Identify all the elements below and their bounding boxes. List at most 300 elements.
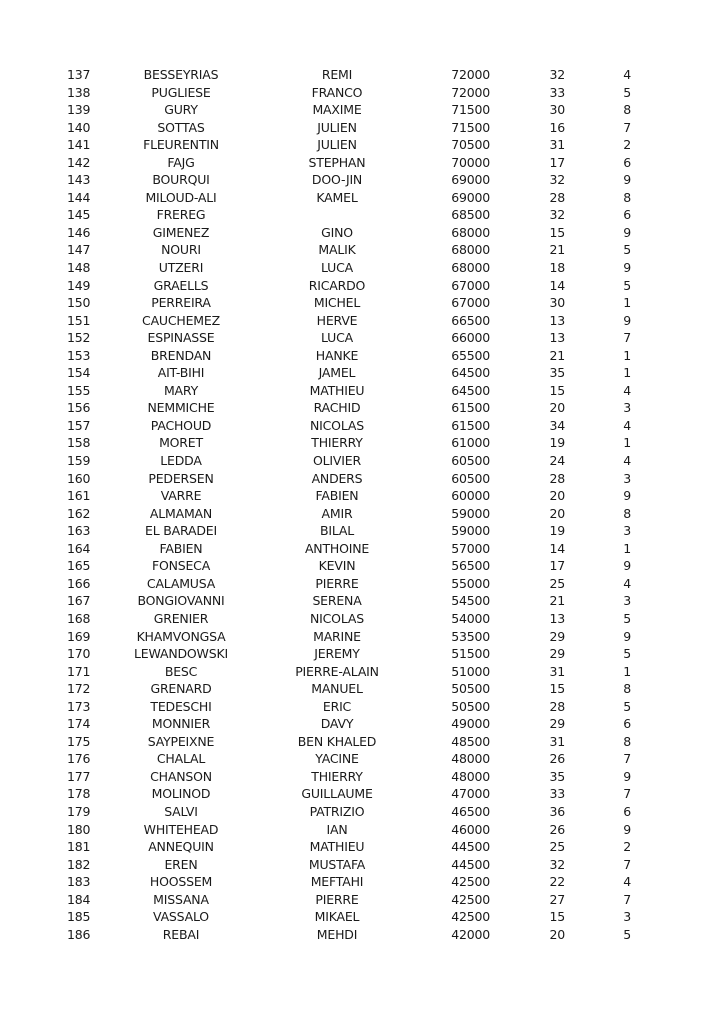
first-name-cell: JULIEN bbox=[317, 137, 357, 153]
table-row bbox=[0, 259, 725, 277]
last-name-cell: FLEURENTIN bbox=[143, 137, 219, 153]
last-name-cell: VASSALO bbox=[153, 909, 209, 925]
amount-cell: 65500 bbox=[451, 347, 490, 363]
rank-cell: 178 bbox=[67, 786, 91, 802]
first-name-cell: IAN bbox=[326, 821, 348, 837]
last-name-cell: AIT-BIHI bbox=[157, 365, 205, 381]
rank-cell: 160 bbox=[67, 470, 91, 486]
ranking-table bbox=[0, 66, 725, 943]
rank-cell: 172 bbox=[67, 681, 91, 697]
last-name-cell: KHAMVONGSA bbox=[136, 628, 226, 644]
first-name-cell: AMIR bbox=[321, 505, 353, 521]
age-cell: 26 bbox=[549, 751, 565, 767]
age-cell: 32 bbox=[549, 172, 565, 188]
age-cell: 35 bbox=[549, 768, 565, 784]
age-cell: 20 bbox=[549, 505, 565, 521]
rank-cell: 156 bbox=[67, 400, 91, 416]
amount-cell: 71500 bbox=[451, 102, 490, 118]
rank-cell: 184 bbox=[67, 891, 91, 907]
last-name-cell: ALMAMAN bbox=[149, 505, 213, 521]
table-row bbox=[0, 575, 725, 593]
amount-cell: 70500 bbox=[451, 137, 490, 153]
table-row bbox=[0, 119, 725, 137]
first-name-cell: FABIEN bbox=[315, 488, 359, 504]
age-cell: 13 bbox=[549, 610, 565, 626]
last-name-cell: MOLINOD bbox=[151, 786, 211, 802]
age-cell: 33 bbox=[549, 84, 565, 100]
digit-cell: 2 bbox=[623, 839, 631, 855]
digit-cell: 1 bbox=[623, 540, 631, 556]
amount-cell: 49000 bbox=[451, 716, 490, 732]
digit-cell: 9 bbox=[623, 488, 631, 504]
first-name-cell: MUSTAFA bbox=[308, 856, 366, 872]
age-cell: 15 bbox=[549, 909, 565, 925]
last-name-cell: TEDESCHI bbox=[150, 698, 212, 714]
amount-cell: 54500 bbox=[451, 593, 490, 609]
amount-cell: 60500 bbox=[451, 453, 490, 469]
last-name-cell: SALVI bbox=[164, 803, 198, 819]
digit-cell: 4 bbox=[623, 67, 631, 82]
first-name-cell: ANDERS bbox=[311, 470, 363, 486]
rank-cell: 147 bbox=[67, 242, 91, 258]
age-cell: 36 bbox=[549, 803, 565, 819]
rank-cell: 139 bbox=[67, 102, 91, 118]
table-row bbox=[0, 768, 725, 786]
amount-cell: 54000 bbox=[451, 610, 490, 626]
first-name-cell: NICOLAS bbox=[310, 610, 364, 626]
table-row bbox=[0, 101, 725, 119]
digit-cell: 7 bbox=[623, 330, 631, 346]
age-cell: 20 bbox=[549, 400, 565, 416]
digit-cell: 9 bbox=[623, 312, 631, 328]
digit-cell: 7 bbox=[623, 786, 631, 802]
table-row bbox=[0, 277, 725, 295]
last-name-cell: MORET bbox=[159, 435, 203, 451]
last-name-cell: CHANSON bbox=[150, 768, 212, 784]
age-cell: 17 bbox=[549, 154, 565, 170]
table-row bbox=[0, 610, 725, 628]
table-row bbox=[0, 241, 725, 259]
table-row bbox=[0, 189, 725, 207]
last-name-cell: HOOSSEM bbox=[149, 874, 213, 890]
first-name-cell: REMI bbox=[321, 67, 353, 82]
rank-cell: 144 bbox=[67, 189, 91, 205]
amount-cell: 66500 bbox=[451, 312, 490, 328]
table-row bbox=[0, 347, 725, 365]
digit-cell: 8 bbox=[623, 505, 631, 521]
rank-cell: 181 bbox=[67, 839, 91, 855]
digit-cell: 3 bbox=[623, 593, 631, 609]
amount-cell: 67000 bbox=[451, 295, 490, 311]
last-name-cell: CAUCHEMEZ bbox=[142, 312, 220, 328]
last-name-cell: CHALAL bbox=[156, 751, 206, 767]
amount-cell: 48000 bbox=[451, 751, 490, 767]
amount-cell: 53500 bbox=[451, 628, 490, 644]
age-cell: 19 bbox=[549, 523, 565, 539]
amount-cell: 71500 bbox=[451, 119, 490, 135]
table-row bbox=[0, 399, 725, 417]
table-row bbox=[0, 733, 725, 751]
table-row bbox=[0, 803, 725, 821]
last-name-cell: BOURQUI bbox=[152, 172, 210, 188]
rank-cell: 152 bbox=[67, 330, 91, 346]
rank-cell: 175 bbox=[67, 733, 91, 749]
amount-cell: 67000 bbox=[451, 277, 490, 293]
age-cell: 22 bbox=[549, 874, 565, 890]
last-name-cell: MISSANA bbox=[153, 891, 209, 907]
first-name-cell: THIERRY bbox=[311, 768, 363, 784]
age-cell: 15 bbox=[549, 224, 565, 240]
digit-cell: 7 bbox=[623, 119, 631, 135]
amount-cell: 57000 bbox=[451, 540, 490, 556]
rank-cell: 140 bbox=[67, 119, 91, 135]
first-name-cell: DOO-JIN bbox=[311, 172, 363, 188]
last-name-cell: SOTTAS bbox=[157, 119, 205, 135]
digit-cell: 5 bbox=[623, 926, 631, 942]
last-name-cell: GRAELLS bbox=[153, 277, 209, 293]
last-name-cell: VARRE bbox=[160, 488, 202, 504]
age-cell: 13 bbox=[549, 312, 565, 328]
last-name-cell: PACHOUD bbox=[150, 417, 212, 433]
rank-cell: 158 bbox=[67, 435, 91, 451]
rank-cell: 154 bbox=[67, 365, 91, 381]
digit-cell: 5 bbox=[623, 610, 631, 626]
digit-cell: 6 bbox=[623, 154, 631, 170]
amount-cell: 72000 bbox=[451, 67, 490, 82]
rank-cell: 173 bbox=[67, 698, 91, 714]
age-cell: 16 bbox=[549, 119, 565, 135]
digit-cell: 4 bbox=[623, 575, 631, 591]
table-row bbox=[0, 417, 725, 435]
first-name-cell: STEPHAN bbox=[308, 154, 366, 170]
first-name-cell: MEFTAHI bbox=[310, 874, 364, 890]
first-name-cell: NICOLAS bbox=[310, 417, 364, 433]
age-cell: 30 bbox=[549, 295, 565, 311]
age-cell: 17 bbox=[549, 558, 565, 574]
digit-cell: 5 bbox=[623, 698, 631, 714]
age-cell: 21 bbox=[549, 593, 565, 609]
amount-cell: 60000 bbox=[451, 488, 490, 504]
amount-cell: 46000 bbox=[451, 821, 490, 837]
rank-cell: 167 bbox=[67, 593, 91, 609]
first-name-cell: LUCA bbox=[321, 330, 353, 346]
table-row bbox=[0, 382, 725, 400]
rank-cell: 180 bbox=[67, 821, 91, 837]
age-cell: 28 bbox=[549, 470, 565, 486]
first-name-cell: MATHIEU bbox=[309, 839, 365, 855]
digit-cell: 7 bbox=[623, 751, 631, 767]
amount-cell: 59000 bbox=[451, 523, 490, 539]
last-name-cell: UTZERI bbox=[158, 260, 204, 276]
last-name-cell: MILOUD-ALI bbox=[145, 189, 217, 205]
digit-cell: 4 bbox=[623, 874, 631, 890]
table-row bbox=[0, 434, 725, 452]
digit-cell: 6 bbox=[623, 716, 631, 732]
rank-cell: 171 bbox=[67, 663, 91, 679]
table-row bbox=[0, 206, 725, 224]
table-row bbox=[0, 171, 725, 189]
table-row bbox=[0, 84, 725, 102]
age-cell: 31 bbox=[549, 663, 565, 679]
age-cell: 25 bbox=[549, 839, 565, 855]
digit-cell: 1 bbox=[623, 347, 631, 363]
table-row bbox=[0, 645, 725, 663]
table-row bbox=[0, 224, 725, 242]
amount-cell: 61500 bbox=[451, 400, 490, 416]
amount-cell: 51000 bbox=[451, 663, 490, 679]
table-row bbox=[0, 785, 725, 803]
first-name-cell: OLIVIER bbox=[313, 453, 361, 469]
first-name-cell: MATHIEU bbox=[309, 382, 365, 398]
first-name-cell: DAVY bbox=[320, 716, 354, 732]
amount-cell: 59000 bbox=[451, 505, 490, 521]
table-row bbox=[0, 628, 725, 646]
amount-cell: 44500 bbox=[451, 839, 490, 855]
amount-cell: 64500 bbox=[451, 365, 490, 381]
amount-cell: 44500 bbox=[451, 856, 490, 872]
last-name-cell: BRENDAN bbox=[150, 347, 212, 363]
first-name-cell: JAMEL bbox=[318, 365, 356, 381]
rank-cell: 165 bbox=[67, 558, 91, 574]
digit-cell: 4 bbox=[623, 453, 631, 469]
first-name-cell: HANKE bbox=[315, 347, 359, 363]
table-row bbox=[0, 487, 725, 505]
amount-cell: 42500 bbox=[451, 909, 490, 925]
digit-cell: 6 bbox=[623, 207, 631, 223]
rank-cell: 151 bbox=[67, 312, 91, 328]
age-cell: 28 bbox=[549, 698, 565, 714]
age-cell: 21 bbox=[549, 242, 565, 258]
digit-cell: 5 bbox=[623, 242, 631, 258]
table-row bbox=[0, 522, 725, 540]
table-row bbox=[0, 294, 725, 312]
age-cell: 35 bbox=[549, 365, 565, 381]
age-cell: 31 bbox=[549, 137, 565, 153]
first-name-cell: MEHDI bbox=[316, 926, 358, 942]
digit-cell: 4 bbox=[623, 417, 631, 433]
age-cell: 20 bbox=[549, 488, 565, 504]
rank-cell: 176 bbox=[67, 751, 91, 767]
last-name-cell: FONSECA bbox=[151, 558, 211, 574]
digit-cell: 4 bbox=[623, 382, 631, 398]
last-name-cell: PEDERSEN bbox=[148, 470, 214, 486]
digit-cell: 1 bbox=[623, 435, 631, 451]
rank-cell: 153 bbox=[67, 347, 91, 363]
digit-cell: 5 bbox=[623, 277, 631, 293]
amount-cell: 50500 bbox=[451, 681, 490, 697]
age-cell: 28 bbox=[549, 189, 565, 205]
digit-cell: 9 bbox=[623, 172, 631, 188]
last-name-cell: NOURI bbox=[161, 242, 201, 258]
amount-cell: 61500 bbox=[451, 417, 490, 433]
amount-cell: 56500 bbox=[451, 558, 490, 574]
rank-cell: 146 bbox=[67, 224, 91, 240]
last-name-cell: GRENIER bbox=[153, 610, 209, 626]
amount-cell: 42500 bbox=[451, 891, 490, 907]
digit-cell: 9 bbox=[623, 768, 631, 784]
amount-cell: 69000 bbox=[451, 172, 490, 188]
age-cell: 26 bbox=[549, 821, 565, 837]
amount-cell: 55000 bbox=[451, 575, 490, 591]
first-name-cell: MARINE bbox=[313, 628, 361, 644]
rank-cell: 186 bbox=[67, 926, 91, 942]
first-name-cell: MIKAEL bbox=[314, 909, 360, 925]
age-cell: 24 bbox=[549, 453, 565, 469]
age-cell: 29 bbox=[549, 716, 565, 732]
amount-cell: 61000 bbox=[451, 435, 490, 451]
last-name-cell: NEMMICHE bbox=[147, 400, 215, 416]
amount-cell: 46500 bbox=[451, 803, 490, 819]
digit-cell: 9 bbox=[623, 628, 631, 644]
last-name-cell: FABIEN bbox=[159, 540, 203, 556]
first-name-cell: GINO bbox=[321, 224, 353, 240]
last-name-cell: SAYPEIXNE bbox=[147, 733, 215, 749]
last-name-cell: BESC bbox=[164, 663, 198, 679]
age-cell: 15 bbox=[549, 681, 565, 697]
age-cell: 32 bbox=[549, 207, 565, 223]
table-row bbox=[0, 66, 725, 84]
amount-cell: 68000 bbox=[451, 242, 490, 258]
first-name-cell: ERIC bbox=[322, 698, 352, 714]
table-row bbox=[0, 540, 725, 558]
first-name-cell: PIERRE bbox=[315, 575, 359, 591]
rank-cell: 164 bbox=[67, 540, 91, 556]
table-row bbox=[0, 364, 725, 382]
last-name-cell: FAJG bbox=[167, 154, 195, 170]
age-cell: 14 bbox=[549, 277, 565, 293]
first-name-cell: MAXIME bbox=[312, 102, 362, 118]
table-row bbox=[0, 838, 725, 856]
last-name-cell: BONGIOVANNI bbox=[137, 593, 225, 609]
rank-cell: 161 bbox=[67, 488, 91, 504]
digit-cell: 5 bbox=[623, 646, 631, 662]
age-cell: 32 bbox=[549, 67, 565, 82]
table-row bbox=[0, 698, 725, 716]
first-name-cell: MICHEL bbox=[313, 295, 361, 311]
age-cell: 27 bbox=[549, 891, 565, 907]
rank-cell: 148 bbox=[67, 260, 91, 276]
amount-cell: 50500 bbox=[451, 698, 490, 714]
amount-cell: 64500 bbox=[451, 382, 490, 398]
rank-cell: 157 bbox=[67, 417, 91, 433]
digit-cell: 3 bbox=[623, 523, 631, 539]
last-name-cell: CALAMUSA bbox=[146, 575, 216, 591]
last-name-cell: FREREG bbox=[156, 207, 206, 223]
last-name-cell: LEWANDOWSKI bbox=[134, 646, 228, 662]
rank-cell: 143 bbox=[67, 172, 91, 188]
first-name-cell: PATRIZIO bbox=[309, 803, 365, 819]
first-name-cell: MANUEL bbox=[311, 681, 363, 697]
first-name-cell: BILAL bbox=[319, 523, 355, 539]
digit-cell: 3 bbox=[623, 470, 631, 486]
table-row bbox=[0, 592, 725, 610]
age-cell: 14 bbox=[549, 540, 565, 556]
table-row bbox=[0, 873, 725, 891]
rank-cell: 138 bbox=[67, 84, 91, 100]
digit-cell: 5 bbox=[623, 84, 631, 100]
age-cell: 20 bbox=[549, 926, 565, 942]
rank-cell: 145 bbox=[67, 207, 91, 223]
last-name-cell: WHITEHEAD bbox=[143, 821, 219, 837]
last-name-cell: MARY bbox=[163, 382, 199, 398]
amount-cell: 60500 bbox=[451, 470, 490, 486]
rank-cell: 182 bbox=[67, 856, 91, 872]
rank-cell: 155 bbox=[67, 382, 91, 398]
first-name-cell: PIERRE bbox=[315, 891, 359, 907]
amount-cell: 68000 bbox=[451, 224, 490, 240]
age-cell: 25 bbox=[549, 575, 565, 591]
amount-cell: 48000 bbox=[451, 768, 490, 784]
amount-cell: 48500 bbox=[451, 733, 490, 749]
last-name-cell: ESPINASSE bbox=[147, 330, 215, 346]
first-name-cell: HERVE bbox=[316, 312, 358, 328]
table-row bbox=[0, 136, 725, 154]
digit-cell: 3 bbox=[623, 400, 631, 416]
first-name-cell: JEREMY bbox=[314, 646, 360, 662]
amount-cell: 69000 bbox=[451, 189, 490, 205]
rank-cell: 174 bbox=[67, 716, 91, 732]
amount-cell: 47000 bbox=[451, 786, 490, 802]
table-row bbox=[0, 312, 725, 330]
rank-cell: 141 bbox=[67, 137, 91, 153]
digit-cell: 1 bbox=[623, 365, 631, 381]
amount-cell: 51500 bbox=[451, 646, 490, 662]
first-name-cell: LUCA bbox=[321, 260, 353, 276]
digit-cell: 6 bbox=[623, 803, 631, 819]
first-name-cell: SERENA bbox=[312, 593, 362, 609]
digit-cell: 8 bbox=[623, 733, 631, 749]
amount-cell: 68000 bbox=[451, 260, 490, 276]
first-name-cell: THIERRY bbox=[311, 435, 363, 451]
digit-cell: 8 bbox=[623, 681, 631, 697]
age-cell: 21 bbox=[549, 347, 565, 363]
table-row bbox=[0, 750, 725, 768]
rank-cell: 185 bbox=[67, 909, 91, 925]
table-row bbox=[0, 329, 725, 347]
digit-cell: 7 bbox=[623, 891, 631, 907]
first-name-cell: FRANCO bbox=[311, 84, 363, 100]
rank-cell: 142 bbox=[67, 154, 91, 170]
last-name-cell: PERREIRA bbox=[151, 295, 211, 311]
table-row bbox=[0, 926, 725, 944]
age-cell: 32 bbox=[549, 856, 565, 872]
first-name-cell: KAMEL bbox=[316, 189, 358, 205]
last-name-cell: GURY bbox=[164, 102, 198, 118]
rank-cell: 168 bbox=[67, 610, 91, 626]
table-row bbox=[0, 821, 725, 839]
age-cell: 15 bbox=[549, 382, 565, 398]
first-name-cell: KEVIN bbox=[318, 558, 356, 574]
table-row bbox=[0, 715, 725, 733]
amount-cell: 42500 bbox=[451, 874, 490, 890]
age-cell: 29 bbox=[549, 628, 565, 644]
digit-cell: 9 bbox=[623, 260, 631, 276]
age-cell: 13 bbox=[549, 330, 565, 346]
digit-cell: 8 bbox=[623, 189, 631, 205]
rank-cell: 149 bbox=[67, 277, 91, 293]
table-row bbox=[0, 908, 725, 926]
rank-cell: 166 bbox=[67, 575, 91, 591]
amount-cell: 72000 bbox=[451, 84, 490, 100]
table-row bbox=[0, 663, 725, 681]
last-name-cell: EREN bbox=[164, 856, 198, 872]
last-name-cell: MONNIER bbox=[151, 716, 211, 732]
first-name-cell: RICARDO bbox=[308, 277, 366, 293]
last-name-cell: ANNEQUIN bbox=[148, 839, 214, 855]
first-name-cell: BEN KHALED bbox=[297, 733, 377, 749]
first-name-cell: MALIK bbox=[318, 242, 356, 258]
last-name-cell: GIMENEZ bbox=[152, 224, 210, 240]
